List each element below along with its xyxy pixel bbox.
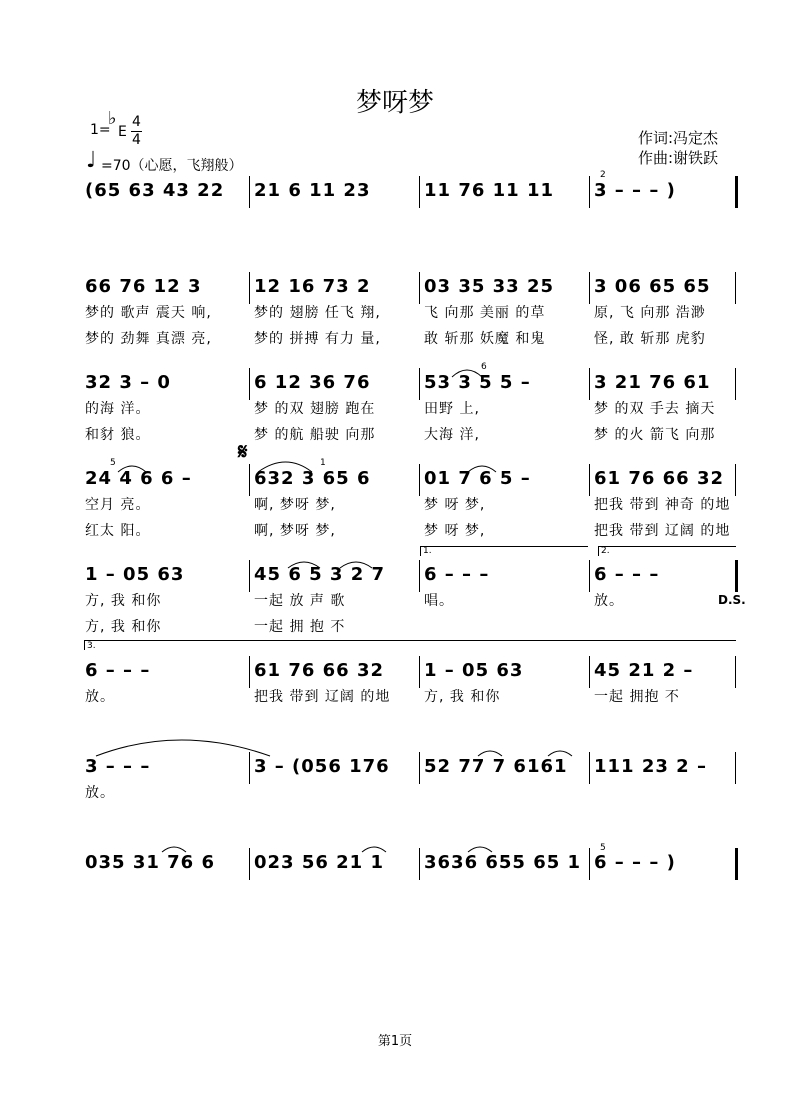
lyric-line: 把我 带到 辽阔 的地: [254, 689, 391, 705]
grace-note: 1: [320, 458, 326, 468]
measure-notes: 6 12 36 76: [254, 372, 371, 393]
lyric-line: 敢 斩那 妖魔 和鬼: [424, 331, 546, 347]
measure-notes: 53 3 5 5 –: [424, 372, 531, 393]
page-number: 第1页: [377, 1034, 413, 1049]
lyric-line: 把我 带到 辽阔 的地: [594, 523, 731, 539]
lyric-line: 梦 的双 翅膀 跑在: [254, 401, 376, 417]
measure-notes: 111 23 2 –: [594, 756, 707, 777]
measure-notes: 3 – (056 176: [254, 756, 390, 777]
lyric-line: 放。: [594, 593, 624, 609]
lyric-line: 方, 我 和你: [85, 619, 162, 635]
lyric-line: 放。: [85, 689, 115, 705]
slur: [118, 466, 146, 472]
composer: 作曲:谢铁跃: [638, 149, 719, 167]
measure-notes: 3 21 76 61: [594, 372, 711, 393]
lyric-line: 梦 的航 船驶 向那: [254, 427, 376, 443]
segno-icon: 𝄋: [238, 440, 248, 465]
measure-notes: 12 16 73 2: [254, 276, 371, 297]
grace-note: 2: [600, 170, 606, 180]
lyric-line: 啊, 梦呀 梦,: [254, 497, 336, 513]
measure-notes: 03 35 33 25: [424, 276, 554, 297]
quarter-note-icon: ♩: [86, 148, 97, 173]
lyric-line: 飞 向那 美丽 的草: [424, 305, 546, 321]
grace-note: 6: [481, 362, 487, 372]
lyric-line: 和豺 狼。: [85, 427, 151, 443]
lyric-line: 田野 上,: [424, 401, 480, 417]
measure-notes: 11 76 11 11: [424, 180, 554, 201]
key-prefix: 1=: [90, 122, 111, 138]
lyric-line: 梦 呀 梦,: [424, 523, 486, 539]
slur: [258, 462, 312, 472]
slur: [468, 847, 492, 852]
slur: [288, 562, 320, 568]
key-note: E: [118, 124, 127, 140]
measure-notes: 61 76 66 32: [594, 468, 724, 489]
measure-notes: 6 – – – ): [594, 852, 676, 873]
lyric-line: 唱。: [424, 593, 454, 609]
measure-notes: 52 77 7 6161: [424, 756, 568, 777]
measure-notes: 45 21 2 –: [594, 660, 694, 681]
lyric-line: 空月 亮。: [85, 497, 151, 513]
lyric-line: 把我 带到 神奇 的地: [594, 497, 731, 513]
grace-note: 5: [600, 843, 606, 853]
grace-note: 5: [110, 458, 116, 468]
slur: [478, 751, 502, 756]
lyric-line: 原, 飞 向那 浩渺: [594, 305, 706, 321]
time-top: 4: [132, 114, 141, 130]
lyric-line: 梦 呀 梦,: [424, 497, 486, 513]
lyric-line: 梦的 歌声 震天 响,: [85, 305, 212, 321]
slur: [340, 562, 372, 568]
measure-notes: 01 7 6 5 –: [424, 468, 531, 489]
slur: [548, 751, 572, 756]
lyric-line: 一起 放 声 歌: [254, 593, 346, 609]
lyric-line: 一起 拥抱 不: [594, 689, 680, 705]
measure-notes: 3 06 65 65: [594, 276, 711, 297]
measure-notes: 45 6 5 3 2 7: [254, 564, 386, 585]
lyricist: 作词:冯定杰: [638, 129, 719, 147]
slur: [162, 847, 186, 852]
slur: [362, 847, 386, 852]
measure-notes: 6 – – –: [594, 564, 660, 585]
time-bottom: 4: [132, 132, 141, 148]
lyric-line: 的海 洋。: [85, 401, 151, 417]
volta-2-label: 2.: [601, 546, 610, 556]
measure-notes: 61 76 66 32: [254, 660, 384, 681]
measure-notes: 66 76 12 3: [85, 276, 202, 297]
measure-notes: 3 – – – ): [594, 180, 676, 201]
measure-notes: 3 – – –: [85, 756, 151, 777]
volta-3-label: 3.: [87, 641, 96, 651]
lyric-line: 梦的 拼搏 有力 量,: [254, 331, 381, 347]
slur: [452, 370, 482, 377]
measure-notes: 21 6 11 23: [254, 180, 371, 201]
lyric-line: 大海 洋,: [424, 427, 480, 443]
lyric-line: 梦 的双 手去 摘天: [594, 401, 716, 417]
lyric-line: 啊, 梦呀 梦,: [254, 523, 336, 539]
measure-notes: 035 31 76 6: [85, 852, 215, 873]
measure-notes: 632 3 65 6: [254, 468, 371, 489]
lyric-line: 方, 我 和你: [85, 593, 162, 609]
lyric-line: 放。: [85, 785, 115, 801]
lyric-line: 红太 阳。: [85, 523, 151, 539]
measure-notes: 1 – 05 63: [424, 660, 524, 681]
volta-1-label: 1.: [423, 546, 432, 556]
measure-notes: 023 56 21 1: [254, 852, 384, 873]
ds-mark: D.S.: [718, 593, 746, 607]
lyric-line: 方, 我 和你: [424, 689, 501, 705]
measure-notes: 24 4 6 6 –: [85, 468, 192, 489]
lyric-line: 梦 的火 箭飞 向那: [594, 427, 716, 443]
lyric-line: 怪, 敢 斩那 虎豹: [594, 331, 706, 347]
measure-notes: 6 – – –: [85, 660, 151, 681]
measure-notes: 32 3 – 0: [85, 372, 171, 393]
flat-sign: ♭: [108, 108, 117, 129]
measure-notes: 1 – 05 63: [85, 564, 185, 585]
tie: [96, 740, 270, 756]
lyric-line: 梦的 劲舞 真漂 亮,: [85, 331, 212, 347]
slur: [468, 466, 496, 472]
lyric-line: 梦的 翅膀 任飞 翔,: [254, 305, 381, 321]
measure-notes: (65 63 43 22: [85, 180, 225, 201]
measure-notes: 6 – – –: [424, 564, 490, 585]
tempo-text: =70（心愿，飞翔般）: [101, 158, 243, 174]
measure-notes: 3636 655 65 1: [424, 852, 582, 873]
page-title: 梦呀梦: [355, 88, 434, 118]
lyric-line: 一起 拥 抱 不: [254, 619, 346, 635]
